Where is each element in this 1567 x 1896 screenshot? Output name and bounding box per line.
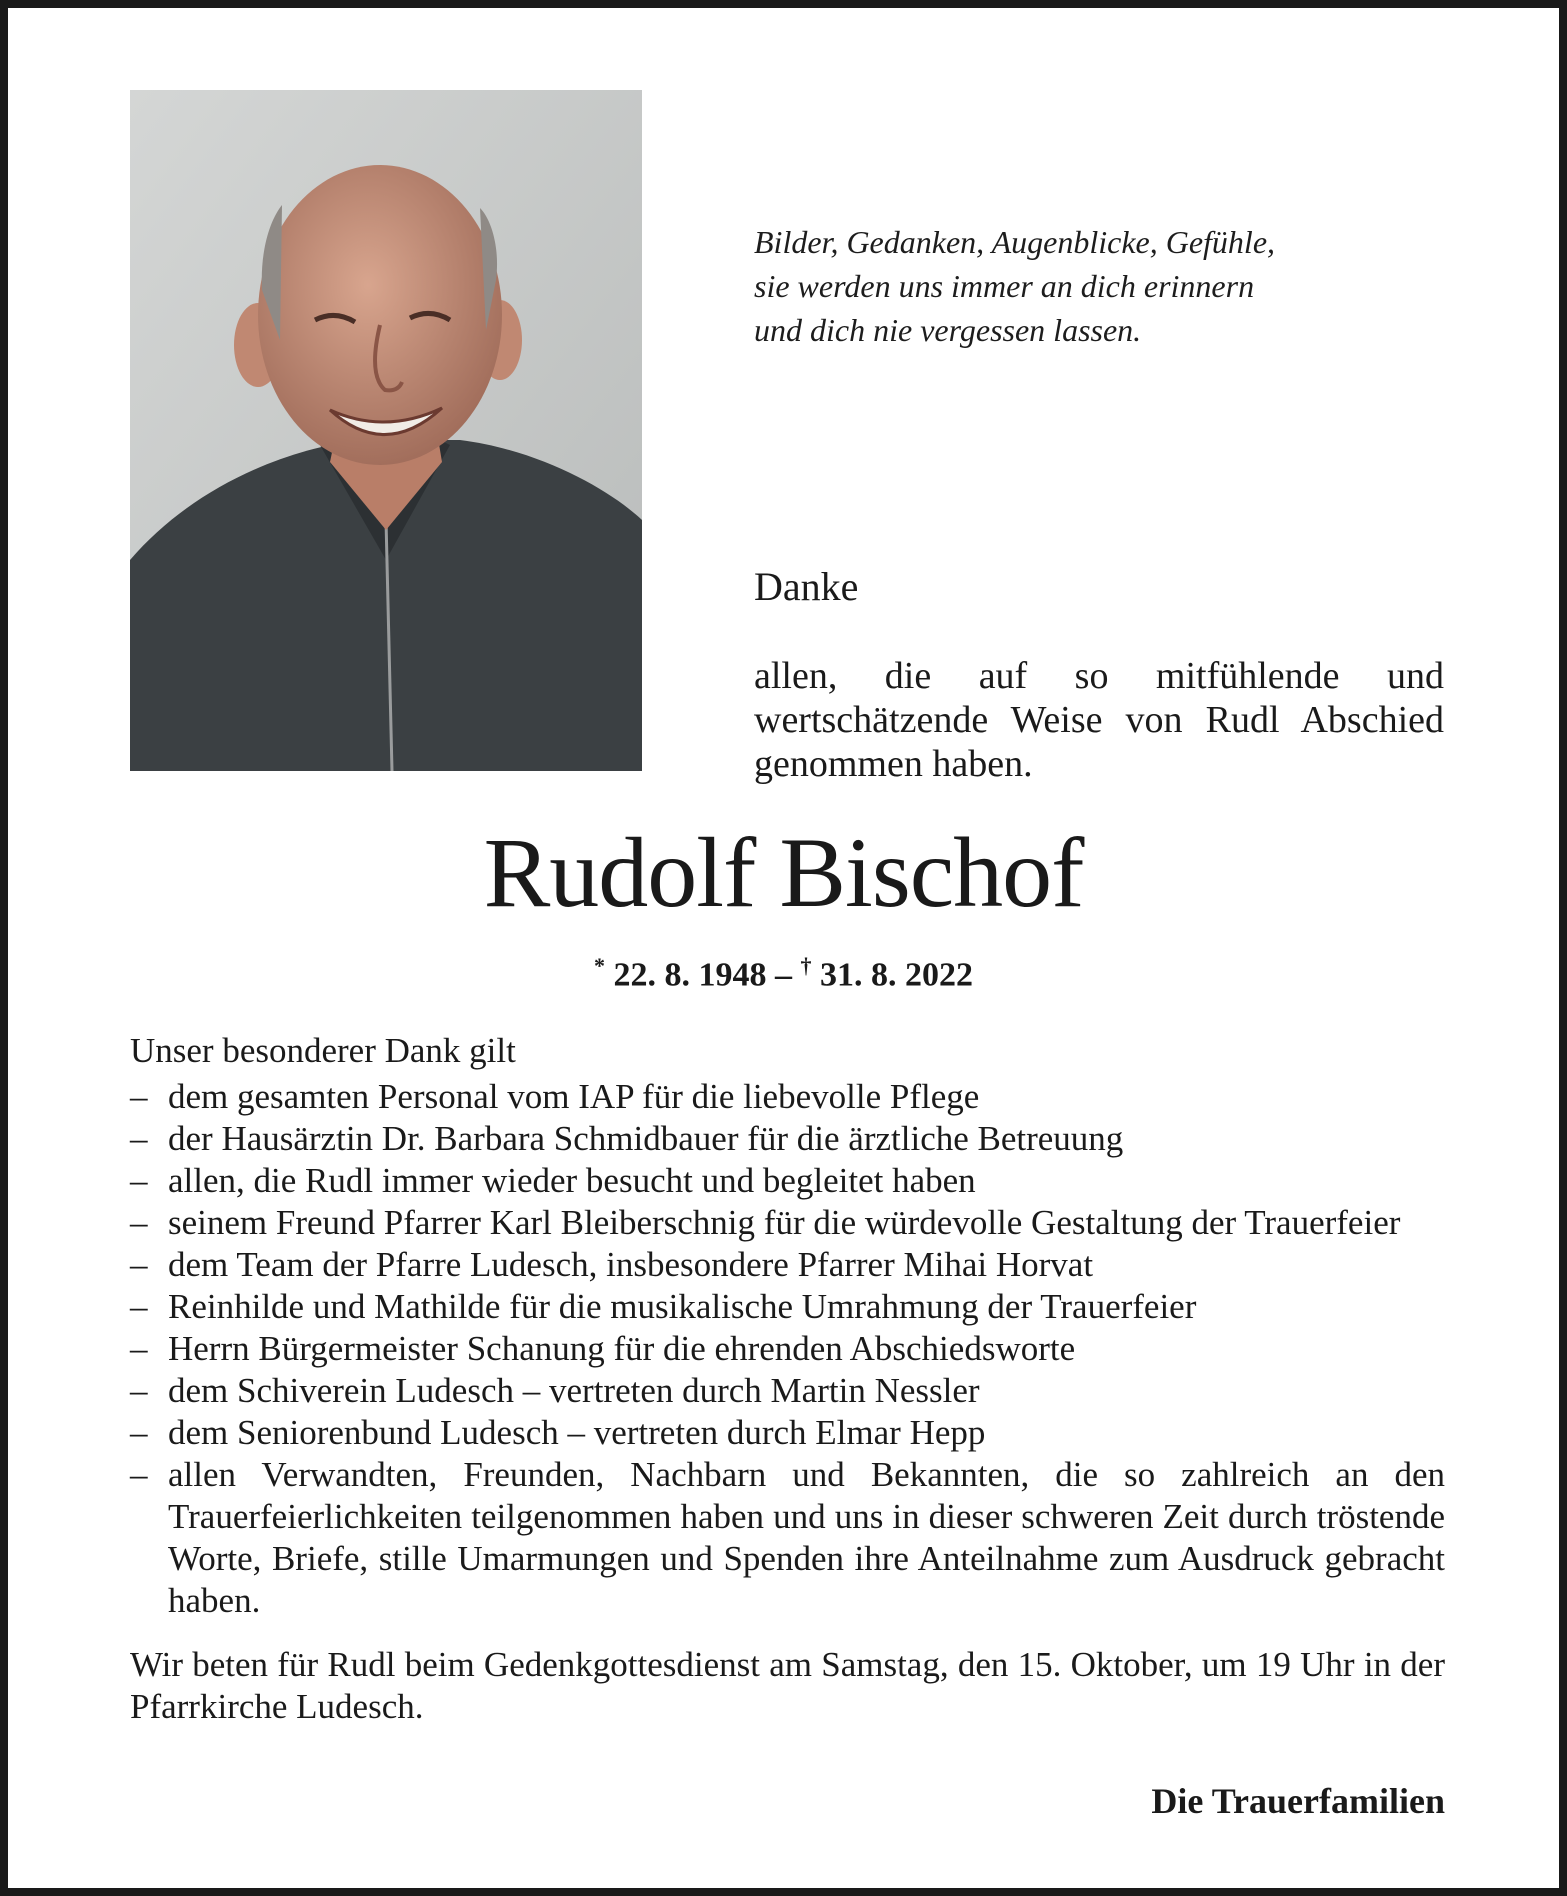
verse-line: und dich nie vergessen lassen. [754, 312, 1142, 348]
list-dash: – [130, 1077, 148, 1116]
list-dash: – [130, 1203, 148, 1242]
list-item: – allen, die Rudl immer wieder besucht und begleitet haben [130, 1161, 976, 1200]
special-thanks-section [130, 1030, 1445, 1728]
list-dash: – [130, 1371, 148, 1410]
verse-line: sie werden uns immer an dich erinnern [754, 268, 1255, 304]
list-item: – der Hausärztin Dr. Barbara Schmidbauer für die ärztliche Betreuung [130, 1119, 1124, 1158]
thanks-intro: allen, die auf so mitfühlende und wertschätzende Weise von Rudl Abschied genommen haben. [754, 655, 1444, 785]
death-date: 31. 8. 2022 [820, 956, 973, 994]
life-dates [8, 953, 1559, 994]
date-separator: – [775, 956, 792, 994]
verse-line: Bilder, Gedanken, Augenblicke, Gefühle, [754, 224, 1276, 260]
portrait-photo [130, 90, 642, 771]
list-item: – dem gesamten Personal vom IAP für die liebevolle Pflege [130, 1077, 980, 1116]
list-item: – allen Verwandten, Freunden, Nachbarn und Bekannten, die so zahlreich an den Trauerfeierlichkeiten teilgenommen haben und uns in dieser schweren Zeit durch tröstende Worte, Briefe, stille Umarmungen und Spenden ihre Anteilnahme zum Ausdruck gebracht haben. [130, 1455, 1445, 1620]
memorial-verse [754, 220, 1454, 352]
birth-date: 22. 8. 1948 [613, 956, 767, 994]
memorial-service-note: Wir beten für Rudl beim Gedenkgottesdienst am Samstag, den 15. Oktober, um 19 Uhr in der Pfarrkirche Ludesch. [130, 1645, 1445, 1726]
list-dash: – [130, 1119, 148, 1158]
birth-symbol: * [594, 953, 605, 978]
death-symbol: † [800, 953, 812, 978]
list-dash: – [130, 1329, 148, 1368]
list-dash: – [130, 1245, 148, 1284]
list-item: – Reinhilde und Mathilde für die musikalische Umrahmung der Trauerfeier [130, 1287, 1197, 1326]
deceased-name: Rudolf Bischof [483, 817, 1084, 928]
list-dash: – [130, 1413, 148, 1452]
obituary-page [8, 8, 1559, 1888]
list-item: – dem Seniorenbund Ludesch – vertreten durch Elmar Hepp [130, 1413, 986, 1452]
list-item: – Herrn Bürgermeister Schanung für die ehrenden Abschiedsworte [130, 1329, 1076, 1368]
list-dash: – [130, 1287, 148, 1326]
list-dash: – [130, 1455, 148, 1494]
thanks-list [130, 1076, 1445, 1622]
list-item: – dem Team der Pfarre Ludesch, insbesondere Pfarrer Mihai Horvat [130, 1245, 1094, 1284]
list-item: – seinem Freund Pfarrer Karl Bleiberschnig für die würdevolle Gestaltung der Trauerfeier [130, 1203, 1401, 1242]
list-dash: – [130, 1161, 148, 1200]
signature: Die Trauerfamilien [1151, 1781, 1445, 1821]
special-thanks-intro: Unser besonderer Dank gilt [130, 1031, 516, 1070]
thanks-heading: Danke [754, 564, 859, 609]
list-item: – dem Schiverein Ludesch – vertreten durch Martin Nessler [130, 1371, 980, 1410]
